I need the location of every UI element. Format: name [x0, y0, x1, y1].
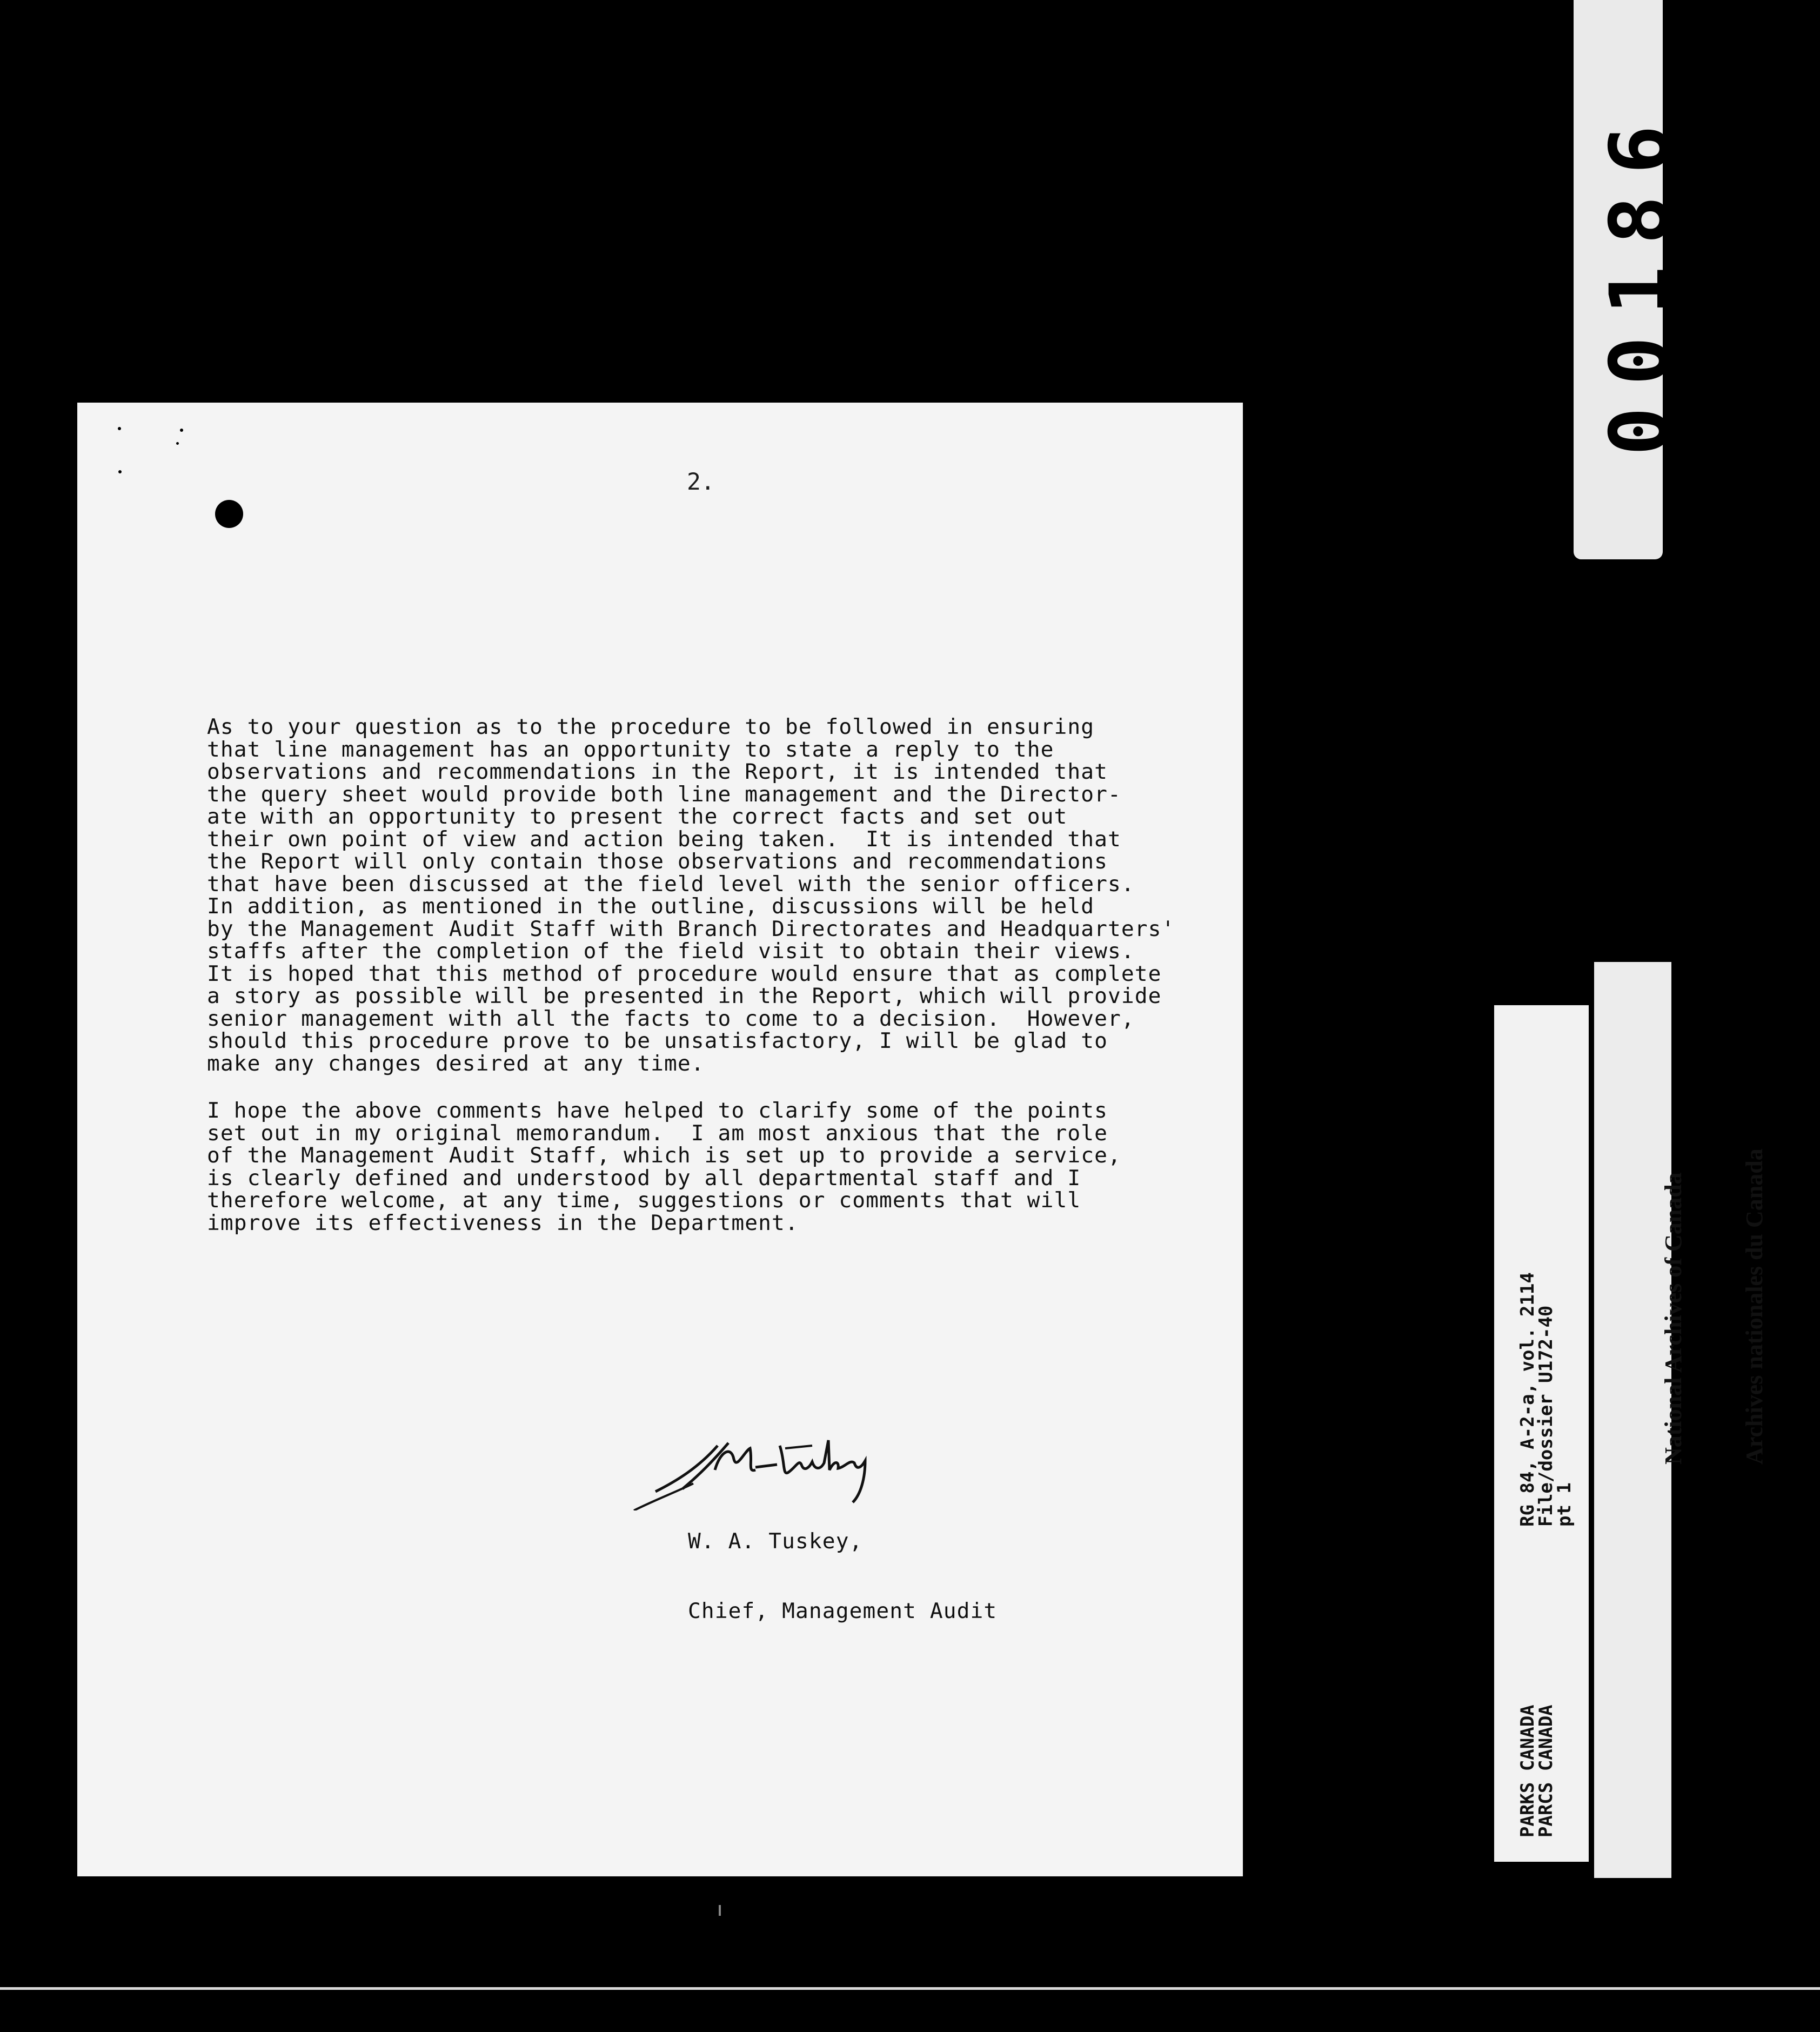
signatory-title: Chief, Management Audit [688, 1599, 998, 1623]
reference-lines [1518, 1272, 1574, 1527]
paragraph-1-line: observations and recommendations in the Report, it is intended that [207, 759, 1108, 784]
paragraph-1-line: that line management has an opportunity to state a reply to the [207, 737, 1054, 762]
paragraph-1-line: that have been discussed at the field level with the senior officers. [207, 871, 1135, 897]
paragraph-1-line: ate with an opportunity to present the correct facts and set out [207, 804, 1068, 829]
paragraph-1-line: a story as possible will be presented in the Report, which will provide [207, 984, 1162, 1008]
paragraph-2-line: of the Management Audit Staff, which is set up to provide a service, [207, 1143, 1121, 1168]
archives-name-fr: Archives nationales du Canada [1741, 1148, 1768, 1465]
paragraph-2-line: improve its effectiveness in the Department. [207, 1210, 799, 1235]
reference-line-3: pt 1 [1554, 1482, 1575, 1527]
paragraph-1-line: their own point of view and action being taken. It is intended that [207, 826, 1121, 852]
page-number: 2. [687, 469, 715, 496]
paragraph-2-line: therefore welcome, at any time, suggestions or comments that will [207, 1188, 1081, 1213]
letter-page [77, 403, 1243, 1876]
paragraph-1-line: make any changes desired at any time. [207, 1051, 705, 1076]
signature-block [688, 1483, 997, 1669]
punch-hole [215, 500, 243, 528]
paragraph-2 [207, 1100, 1234, 1234]
speck [118, 427, 121, 430]
paragraph-1 [207, 716, 1234, 1075]
reference-line-2: File/dossier U172-40 [1535, 1305, 1557, 1527]
speck [118, 470, 122, 473]
agency-line-1: PARKS CANADA [1517, 1705, 1538, 1837]
paragraph-2-line: set out in my original memorandum. I am most anxious that the role [207, 1120, 1108, 1146]
paragraph-1-line: should this procedure prove to be unsatisfactory, I will be glad to [207, 1028, 1108, 1053]
paragraph-2-line: I hope the above comments have helped to clarify some of the points [207, 1098, 1108, 1123]
paragraph-1-line: staffs after the completion of the field visit to obtain their views. [207, 939, 1135, 964]
agency-lines [1518, 1705, 1555, 1837]
paragraph-1-line: It is hoped that this method of procedure would ensure that as complete [207, 961, 1162, 986]
paragraph-1-line: In addition, as mentioned in the outline, discussions will be held [207, 894, 1095, 919]
archives-name-en: National Archives of Canada [1660, 1172, 1687, 1465]
archives-label [1594, 962, 1768, 1878]
frame-number: 00186 [1592, 103, 1687, 456]
paragraph-2-line: is clearly defined and understood by all departmental staff and I [207, 1165, 1081, 1191]
signatory-name: W. A. Tuskey, [688, 1529, 863, 1554]
speck [180, 429, 183, 432]
paragraph-1-line: senior management with all the facts to come to a decision. However, [207, 1006, 1135, 1031]
paragraph-1-line: the query sheet would provide both line management and the Director- [207, 781, 1121, 807]
agency-line-2: PARCS CANADA [1535, 1705, 1557, 1837]
speck [176, 442, 179, 445]
reference-label [1494, 1005, 1589, 1862]
film-edge-line [0, 1987, 1820, 1990]
reference-line-1: RG 84, A-2-a, vol. 2114 [1517, 1272, 1538, 1527]
paragraph-1-line: the Report will only contain those observations and recommendations [207, 849, 1108, 874]
paragraph-1-line: As to your question as to the procedure to be followed in ensuring [207, 714, 1095, 739]
paragraph-1-line: by the Management Audit Staff with Branch Directorates and Headquarters' [207, 916, 1175, 941]
film-mark [719, 1905, 721, 1916]
frame-number-strip [1574, 0, 1687, 559]
